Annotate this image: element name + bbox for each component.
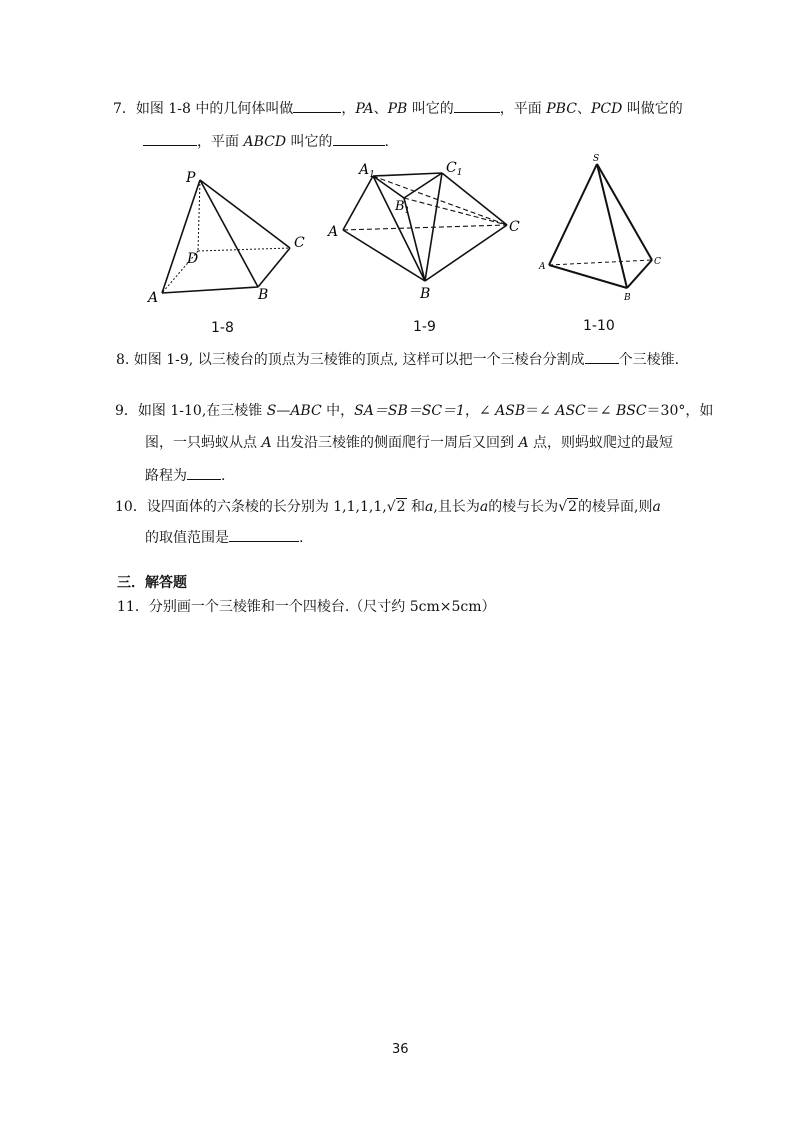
q7-text-1: 如图 1-8 中的几何体叫做 [135, 101, 294, 117]
figure-1-10-caption: 1-10 [583, 318, 615, 334]
fig1-label-c: C [294, 235, 305, 251]
q7-number: 7． [113, 101, 136, 117]
sqrt-symbol-2: √2 [558, 499, 578, 515]
fig2-label-a: A [328, 224, 339, 240]
figure-1-8-caption: 1-8 [211, 320, 234, 336]
fig1-label-d: D [187, 251, 199, 267]
q9-line-3: 路程为 . [145, 465, 225, 486]
figure-1-9-frustum [325, 155, 525, 305]
q8-blank[interactable] [585, 349, 619, 364]
fig2-label-c: C [509, 219, 520, 235]
q9-line-2: 图，一只蚂蚁从点 A 出发沿三棱锥的侧面爬行一周后又回到 A 点，则蚂蚁爬过的最短 [145, 435, 674, 451]
q10-number: 10． [115, 499, 147, 515]
fig2-label-a1: $A_1$ [359, 162, 375, 180]
fig3-label-a: A [539, 262, 546, 272]
q10-blank[interactable] [229, 527, 299, 542]
q7-blank-3[interactable] [143, 131, 197, 146]
fig3-label-c: C [654, 257, 661, 267]
q7-blank-2[interactable] [454, 98, 500, 113]
q7-blank-4[interactable] [333, 131, 385, 146]
fig1-label-a: A [148, 290, 159, 305]
sqrt-symbol: √2 [386, 499, 406, 515]
q9-line-1: 9．如图 1-10,在三棱锥 S—ABC 中，SA＝SB＝SC＝1，∠ ASB＝∠ ASC＝∠ BSC＝30°，如 [115, 403, 714, 419]
fig2-label-b: B [420, 286, 431, 302]
fig3-label-b: B [624, 293, 631, 303]
q9-number: 9． [115, 403, 138, 419]
q11-number: 11． [117, 599, 149, 615]
q11-line: 11．分别画一个三棱锥和一个四棱台.（尺寸约 5cm×5cm） [117, 599, 496, 615]
q9-blank[interactable] [187, 465, 221, 480]
q10-line-1: 10．设四面体的六条棱的长分别为 1,1,1,1,√2 和a,且长为a的棱与长为√2的棱异面,则a [115, 499, 661, 515]
fig2-label-b1: $B_1$ [395, 199, 410, 215]
fig2-label-c1: $C_1$ [446, 160, 463, 178]
fig1-label-p: P [186, 170, 196, 186]
q7-line-1: 7．如图 1-8 中的几何体叫做 ，PA、PB 叫它的 ，平面 PBC、PCD 叫做它的 [113, 98, 683, 119]
q10-line-2: 的取值范围是 . [145, 527, 303, 548]
figure-1-8-pyramid [140, 165, 315, 305]
fig3-label-s: S [593, 154, 600, 164]
fig1-label-b: B [258, 287, 269, 303]
figure-1-10-pyramid [535, 152, 670, 307]
q8-line: 8. 如图 1-9, 以三棱台的顶点为三棱锥的顶点, 这样可以把一个三棱台分割成 个三棱锥. [116, 349, 679, 370]
q7-line-2: ，平面 ABCD 叫它的 . [143, 131, 389, 152]
section-heading: 三．解答题 [117, 575, 187, 591]
figure-1-9-caption: 1-9 [413, 319, 436, 335]
q7-blank-1[interactable] [293, 98, 341, 113]
page-number: 36 [392, 1042, 409, 1057]
